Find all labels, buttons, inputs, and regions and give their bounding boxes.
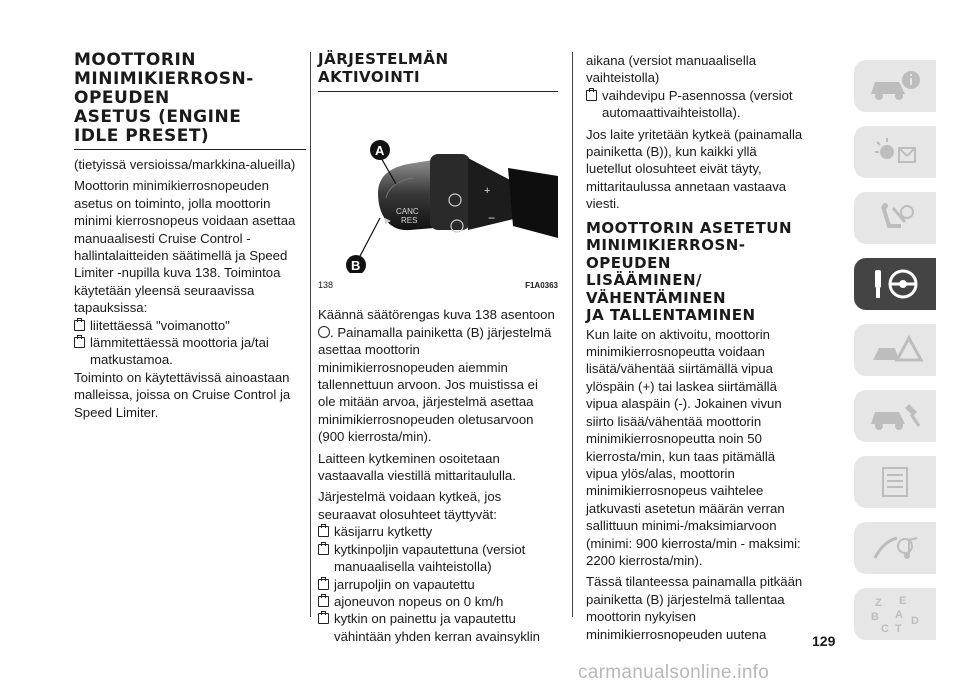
section-heading-idle-adjust [586, 218, 804, 325]
alphabet-index-icon [865, 594, 925, 634]
list-item: liitettäessä "voimanotto" [74, 317, 306, 334]
tab-emergency[interactable] [854, 324, 936, 376]
column-3 [586, 52, 804, 647]
tab-multimedia[interactable] [854, 522, 936, 574]
res-label: RES [401, 216, 418, 225]
chapter-tabs [854, 60, 936, 654]
heading-line: MINIMIKIERROSN- [74, 69, 254, 89]
figure-code: F1A0363 [525, 281, 558, 290]
tab-technical-data[interactable] [854, 456, 936, 508]
heading-rule [318, 91, 558, 92]
paragraph: Järjestelmä voidaan kytkeä, jos seuraavat olosuhteet täyttyvät: [318, 489, 502, 522]
column-1 [74, 52, 306, 425]
tab-vehicle-info[interactable] [854, 60, 936, 112]
figure-number: 138 [318, 280, 334, 290]
plus-label: + [484, 185, 491, 197]
paragraph: Jos laite yritetään kytkeä (painamalla painiketta (B)), kun kaikki yllä luetellut olosuhteet eivät täyty, mittaritaulussa annetaan vastaava viesti. [586, 126, 803, 212]
svg-text:E: E [899, 595, 907, 607]
bullet-icon [74, 320, 85, 331]
paragraph: (tietyissä versioissa/markkina-alueilla) [74, 157, 296, 172]
svg-text:A: A [895, 609, 903, 621]
section-heading-engine-idle-preset [74, 52, 306, 145]
warning-triangle-icon [865, 332, 925, 368]
list-item: jarrupoljin on vapautettu [318, 576, 558, 593]
heading-rule [74, 149, 306, 150]
figure-caption [318, 277, 558, 294]
svg-text:C: C [881, 623, 889, 634]
heading-line: LISÄÄMINEN/ [586, 271, 703, 290]
list-item: kytkinpoljin vapautettuna (versiot manuaalisella vaihteistolla) [318, 541, 558, 576]
tab-safety[interactable] [854, 192, 936, 244]
seat-airbag-icon [865, 200, 925, 236]
svg-text:B: B [351, 258, 361, 273]
svg-text:A: A [375, 143, 385, 158]
heading-line: OPEUDEN [586, 253, 671, 272]
heading-line: MINIMIKIERROSN- [586, 236, 746, 255]
svg-text:T: T [895, 623, 902, 634]
tab-maintenance[interactable] [854, 390, 936, 442]
speed-limiter-position-icon [318, 326, 330, 338]
callout-line-b [358, 218, 380, 260]
heading-line: AKTIVOINTI [318, 67, 421, 86]
heading-line: JA TALLENTAMINEN [586, 306, 756, 325]
warning-lights-icon [865, 134, 925, 170]
car-service-icon [865, 398, 925, 434]
heading-line: MOOTTORIN ASETETUN [586, 218, 792, 237]
cruise-control-lever-illustration [318, 98, 558, 273]
heading-line: IDLE PRESET) [74, 126, 210, 146]
paragraph: Toiminto on käytettävissä ainoastaan malleissa, joissa on Cruise Control ja Speed Limiter. [74, 369, 291, 420]
paragraph: Tässä tilanteessa painamalla pitkään painiketta (B) järjestelmä tallentaa moottorin nykyisen minimikierrosnopeuden uutena [586, 574, 803, 642]
paragraph: Moottorin minimikierrosnopeuden asetus on toiminto, jolla moottorin minimi kierrosnopeus voidaan asettaa manuaalisesti Cruise Control -hallintalaitteiden säätimellä ja Speed Limiter -nupilla kuva 138. Toimintoa käytetään yleensä seuraavissa tapauksissa: [74, 178, 296, 316]
list-item: lämmitettäessä moottoria ja/tai matkustamoa. [74, 334, 306, 369]
bullet-icon [318, 526, 329, 537]
multimedia-icon [865, 530, 925, 566]
bullet-icon [74, 337, 85, 348]
figure-138-cruise-lever [318, 98, 558, 273]
heading-line: JÄRJESTELMÄN [318, 50, 449, 68]
list-item: käsijarru kytketty [318, 523, 558, 540]
document-list-icon [865, 464, 925, 500]
svg-text:B: B [871, 611, 879, 623]
heading-line: VÄHENTÄMINEN [586, 288, 727, 307]
paragraph: Käännä säätörengas kuva 138 asentoon . Painamalla painiketta (B) järjestelmä asettaa moottorin minimikierrosnopeuden aiemmin tallennettuun arvoon. Jos muistissa ei ole mitään arvoa, järjestelmä asettaa minimikierrosnopeuden oletusarvoon (900 kierrosta/min). [318, 307, 555, 445]
heading-line: ASETUS (ENGINE [74, 107, 242, 127]
tab-index[interactable] [854, 588, 936, 640]
bullet-icon [318, 613, 329, 624]
paragraph: Kun laite on aktivoitu, moottorin minimikierrosnopeutta voidaan lisätä/vähentää siirtämällä vipua ylöspäin (+) tai laskea siirtämällä vipua alaspäin (-). Jokainen vivun siirto lisää/vähentää moottorin minimikierrosnopeutta noin 50 kierrosta/min, kun taas pitämällä vipua ylös/alas, moottorin minimikierrosnopeus vaihtelee jatkuvasti asetetun määrän verran sallittuun minimi-/maksimiarvoon (minimi: 900 kierrosta/min - maksimi: 2200 kierrosta/min). [586, 326, 801, 568]
column-2 [318, 52, 558, 645]
column-divider [572, 52, 573, 617]
bullet-icon [318, 544, 329, 555]
watermark: carmanualsonline.info [578, 662, 770, 683]
car-info-icon [865, 68, 925, 104]
heading-line: MOOTTORIN [74, 50, 196, 70]
svg-text:Z: Z [875, 597, 882, 609]
bullet-icon [586, 90, 597, 101]
bullet-icon [318, 579, 329, 590]
tab-starting-driving[interactable] [854, 258, 936, 310]
paragraph: Laitteen kytkeminen osoitetaan vastaavalla viestillä mittaritaululla. [318, 450, 516, 484]
list-item: ajoneuvon nopeus on 0 km/h [318, 593, 558, 610]
key-steering-wheel-icon [865, 266, 925, 302]
heading-line: OPEUDEN [74, 88, 170, 108]
canc-label: CANC [396, 207, 419, 216]
list-item: vaihdevipu P-asennossa (versiot automaattivaihteistolla). [586, 87, 804, 122]
section-heading-system-activation [318, 52, 558, 85]
svg-text:D: D [911, 615, 919, 627]
bullet-icon [318, 596, 329, 607]
tab-instrument-panel[interactable] [854, 126, 936, 178]
column-divider [310, 52, 311, 617]
list-item: kytkin on painettu ja vapautettu vähintään yhden kerran avainsyklin [318, 610, 558, 645]
paragraph: aikana (versiot manuaalisella vaihteistolla) [586, 53, 757, 86]
page-number: 129 [812, 633, 836, 649]
minus-label: − [488, 211, 496, 225]
